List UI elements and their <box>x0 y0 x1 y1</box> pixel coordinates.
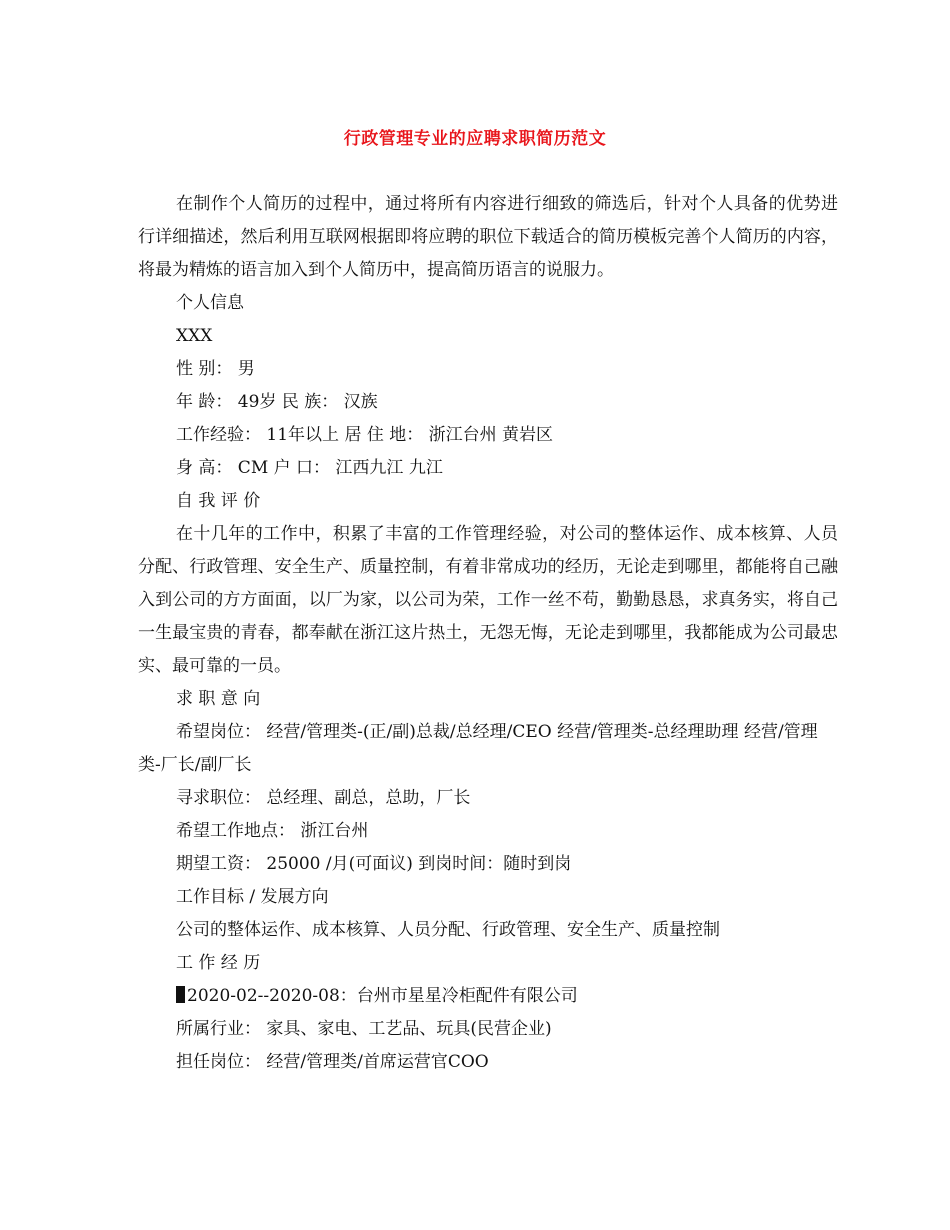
bullet-block-icon <box>176 986 185 1003</box>
seeking-position-line: 寻求职位： 总经理、副总，总助，厂长 <box>176 788 471 808</box>
work-goal-heading: 工作目标 / 发展方向 <box>176 887 329 907</box>
work-entry-line <box>138 980 838 1013</box>
industry-line: 所属行业： 家具、家电、工艺品、玩具(民营企业) <box>176 1019 552 1039</box>
experience-residence-line: 工作经验： 11年以上 居 住 地： 浙江台州 黄岩区 <box>176 425 554 445</box>
work-goal-text: 公司的整体运作、成本核算、人员分配、行政管理、安全生产、质量控制 <box>176 920 720 940</box>
job-intent-heading: 求 职 意 向 <box>176 689 261 709</box>
document-body <box>138 188 838 1079</box>
work-entry-period: 2020-02--2020-08：台州市星星冷柜配件有限公司 <box>187 986 578 1006</box>
intro-paragraph: 在制作个人简历的过程中，通过将所有内容进行细致的筛选后，针对个人具备的优势进行详细描述，然后利用互联网根据即将应聘的职位下载适合的简历模板完善个人简历的内容，将最为精炼的语言加入到个人简历中，提高简历语言的说服力。 <box>138 194 838 280</box>
document-title: 行政管理专业的应聘求职简历范文 <box>343 129 607 149</box>
self-eval-paragraph: 在十几年的工作中，积累了丰富的工作管理经验，对公司的整体运作、成本核算、人员分配、行政管理、安全生产、质量控制，有着非常成功的经历，无论走到哪里，都能将自己融入到公司的方方面面，以厂为家，以公司为荣，工作一丝不苟，勤勤恳恳，求真务实，将自己一生最宝贵的青春，都奉献在浙江这片热土，无怨无悔，无论走到哪里，我都能成为公司最忠实、最可靠的一员。 <box>138 524 838 676</box>
position-line: 担任岗位： 经营/管理类/首席运营官COO <box>176 1052 489 1072</box>
expected-salary-line: 期望工资： 25000 /月(可面议) 到岗时间：随时到岗 <box>176 854 572 874</box>
candidate-name: XXX <box>176 326 213 346</box>
age-ethnicity-line: 年 龄： 49岁 民 族： 汉族 <box>176 392 378 412</box>
gender-line: 性 别： 男 <box>176 359 255 379</box>
self-eval-heading: 自 我 评 价 <box>176 491 261 511</box>
personal-info-heading: 个人信息 <box>176 293 244 313</box>
desired-location-line: 希望工作地点： 浙江台州 <box>176 821 369 841</box>
desired-position-line: 希望岗位： 经营/管理类-(正/副)总裁/总经理/CEO 经营/管理类-总经理助理 经营/管理类-厂长/副厂长 <box>138 722 818 775</box>
work-history-heading: 工 作 经 历 <box>176 953 261 973</box>
height-hukou-line: 身 高： CM 户 口： 江西九江 九江 <box>176 458 443 478</box>
